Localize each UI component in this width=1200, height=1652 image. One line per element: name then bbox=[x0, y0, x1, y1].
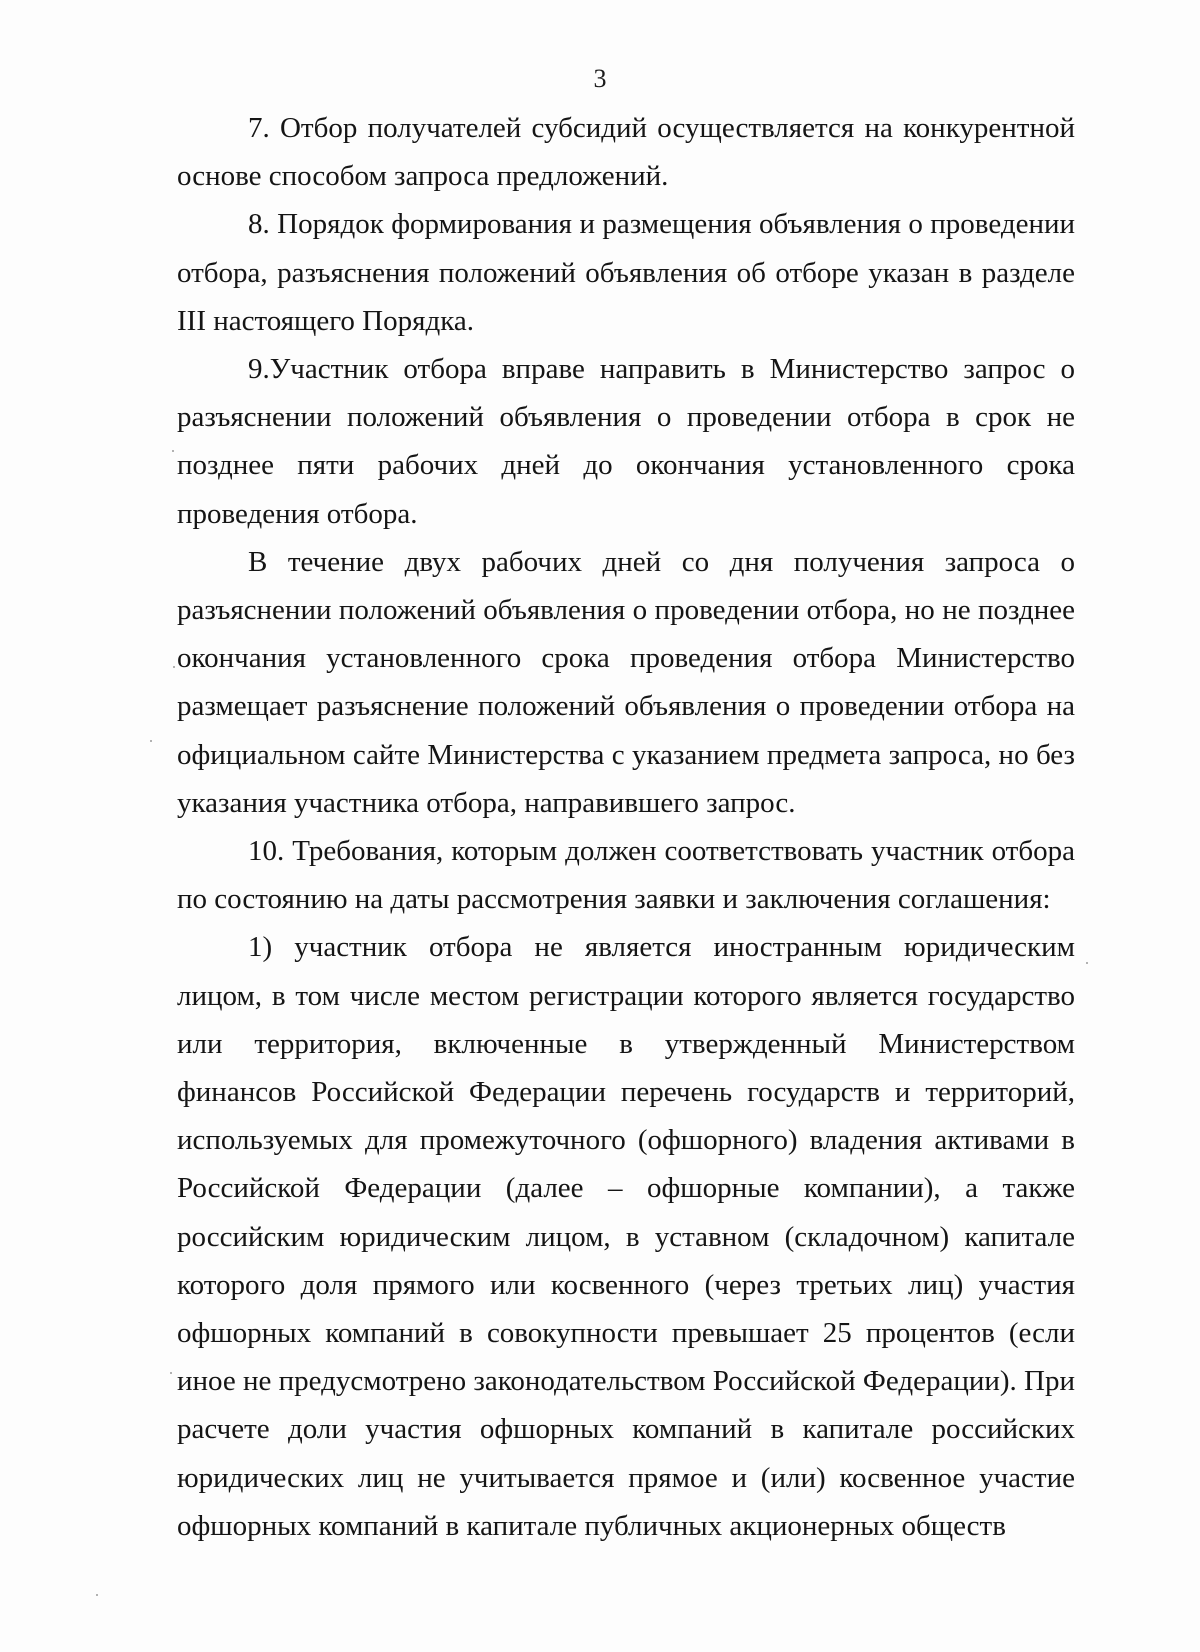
scan-speck bbox=[173, 666, 175, 668]
scan-speck bbox=[170, 1372, 172, 1374]
scan-speck bbox=[1086, 962, 1088, 964]
page-number: 3 bbox=[593, 64, 607, 93]
scan-speck bbox=[150, 740, 152, 742]
paragraph-10-item-1: 1) участник отбора не является иностранным юридическим лицом, в том числе местом регистрации которого является государство или территория, включенные в утвержденный Министерством финансов Российской Федерации перечень государств и территорий, используемых для промежуточного (офшорного) владения активами в Российской Федерации (далее – офшорные компании), а также российским юридическим лицом, в уставном (складочном) капитале которого доля прямого или косвенного (через третьих лиц) участия офшорных компаний в совокупности превышает 25 процентов (если иное не предусмотрено законодательством Российской Федерации). При расчете доли участия офшорных компаний в капитале российских юридических лиц не учитывается прямое и (или) косвенное участие офшорных компаний в капитале публичных акционерных обществ bbox=[177, 931, 1076, 1542]
paragraph-9: 9.Участник отбора вправе направить в Министерство запрос о разъяснении положений объявления о проведении отбора в срок не позднее пяти рабочих дней до окончания установленного срока проведения отбора. bbox=[177, 353, 1075, 530]
paragraph-7: 7. Отбор получателей субсидий осуществляется на конкурентной основе способом запроса предложений. bbox=[177, 112, 1075, 193]
document-body bbox=[177, 104, 1075, 1550]
scan-speck bbox=[96, 1594, 98, 1596]
paragraph-10: 10. Требования, которым должен соответствовать участник отбора по состоянию на даты рассмотрения заявки и заключения соглашения: bbox=[177, 835, 1075, 916]
paragraph-9-clarification: В течение двух рабочих дней со дня получения запроса о разъяснении положений объявления о проведении отбора, но не позднее окончания установленного срока проведения отбора Министерство размещает разъяснение положений объявления о проведении отбора на официальном сайте Министерства с указанием предмета запроса, но без указания участника отбора, направившего запрос. bbox=[177, 545, 1075, 819]
scan-speck bbox=[172, 450, 174, 452]
paragraph-8: 8. Порядок формирования и размещения объявления о проведении отбора, разъяснения положений объявления об отборе указан в разделе III настоящего Порядка. bbox=[177, 208, 1075, 337]
